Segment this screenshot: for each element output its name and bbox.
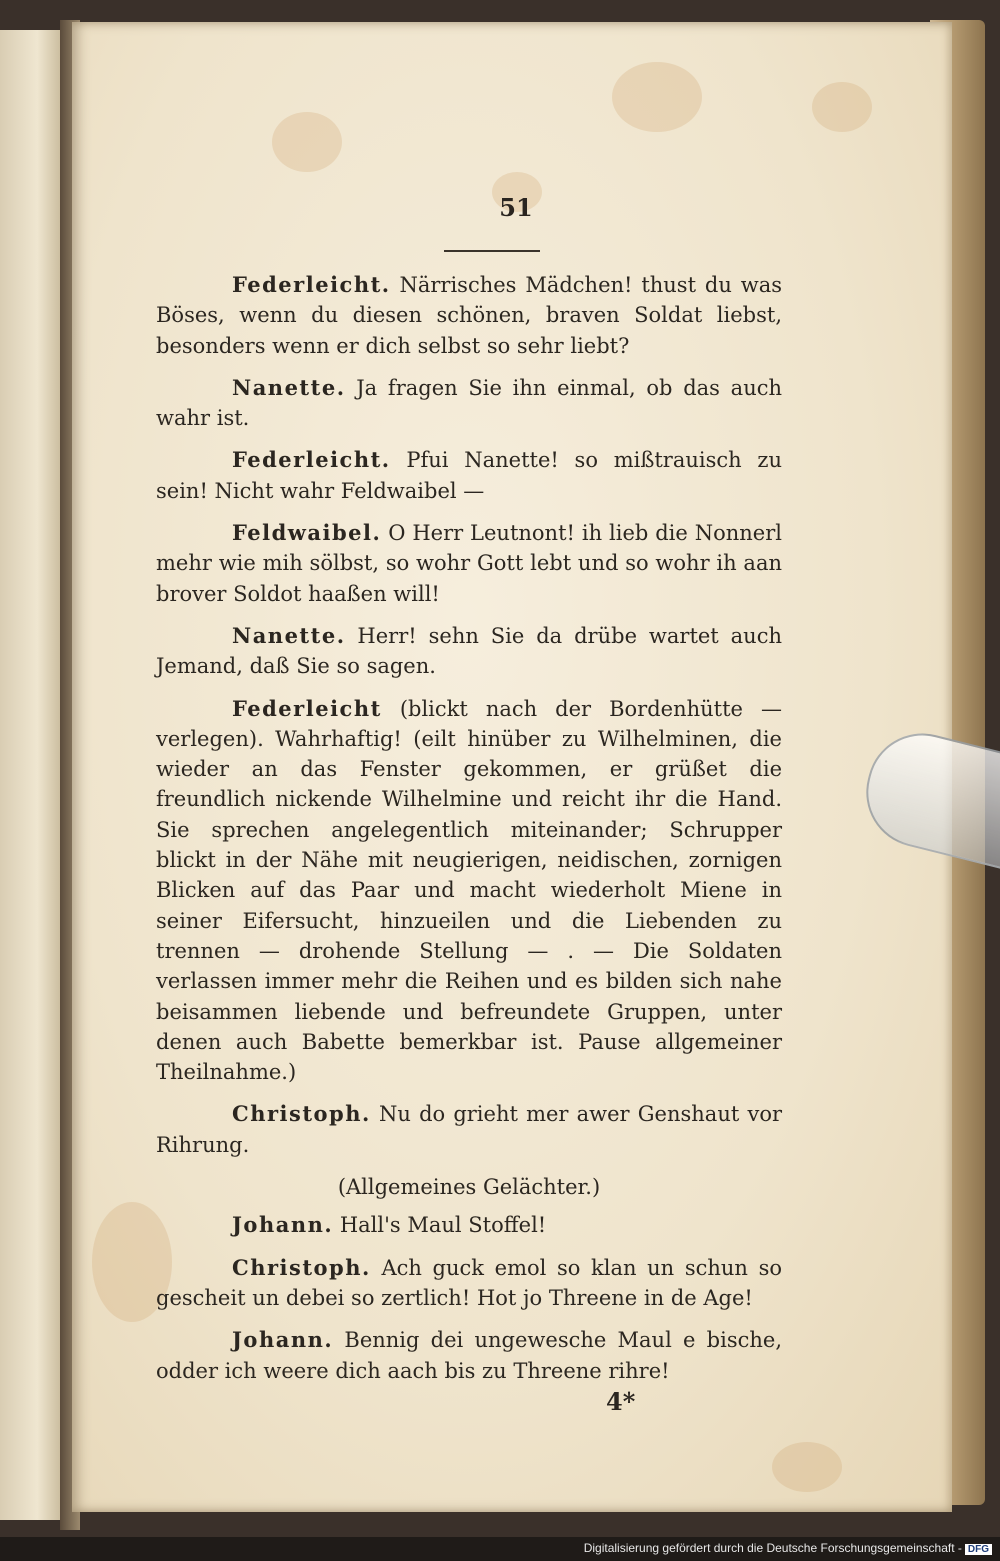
paper-stain [612, 62, 702, 132]
speaker-name: Nanette. [232, 374, 346, 400]
speaker-name: Federleicht. [232, 447, 391, 473]
dialogue-text: Ja fragen Sie ihn einmal, ob das auch wahr ist. [156, 375, 782, 431]
dialogue-text: Herr! sehn Sie da drübe wartet auch Jemand, daß Sie so sagen. [156, 623, 782, 679]
dialogue-text: O Herr Leutnont! ih lieb die Nonnerl mehr wie mih sölbst, so wohr Gott lebt und so wohr ih aan brover Soldot haaßen will! [156, 521, 782, 606]
dialogue-text: Hall's Maul Stoffel! [333, 1213, 547, 1238]
paper-stain [772, 1442, 842, 1492]
paper-stain [812, 82, 872, 132]
dialogue-text: Pfui Nanette! so mißtrauisch zu sein! Nicht wahr Feldwaibel — [156, 448, 782, 503]
speaker-name: Christoph. [232, 1254, 371, 1280]
page-text [156, 270, 782, 1398]
dialogue-paragraph [156, 1210, 782, 1240]
dialogue-paragraph [156, 694, 782, 1088]
dialogue-paragraph [156, 621, 782, 682]
stage-direction: (Allgemeines Gelächter.) [337, 1175, 601, 1200]
speaker-name: Johann. [232, 1212, 334, 1238]
previous-page-edge [0, 30, 64, 1520]
dialogue-text: Bennig dei ungewesche Maul e bische, odder ich weere dich aach bis zu Threene rihre! [156, 1328, 782, 1383]
dfg-logo: DFG [965, 1544, 992, 1555]
header-rule [444, 250, 540, 252]
speaker-name: Feldwaibel. [232, 520, 382, 546]
dialogue-text: Nu do grieht mer awer Genshaut vor Rihrung. [156, 1102, 782, 1157]
dialogue-paragraph [156, 1325, 782, 1386]
speaker-name: Federleicht [232, 695, 382, 721]
speaker-name: Federleicht. [232, 272, 391, 297]
dialogue-text: Ach guck emol so klan un schun so gescheit un debei so zertlich! Hot jo Threene in de Age! [156, 1255, 782, 1310]
speaker-name: Nanette. [232, 622, 346, 648]
dialogue-paragraph [156, 445, 782, 506]
speaker-name: Johann. [232, 1327, 334, 1353]
dialogue-paragraph [156, 270, 782, 361]
dialogue-text: (blickt nach der Bordenhütte — verlegen). Wahrhaftig! (eilt hinüber zu Wilhelminen, die wieder an das Fenster gekommen, er grüßet die freundlich nickende Wilhelmine und reicht ihr die Hand. Sie sprechen angelegentlich miteinander; Schrupper blickt in der Nähe mit neugierigen, neidischen, zornigen Blicken auf das Paar und macht wiederholt Miene in seiner Eifersucht, hinzueilen und die Liebenden zu trennen — drohende Stellung — . — Die Soldaten verlassen immer mehr die Reihen und es bilden sich nahe beisammen liebende und befreundete Gruppen, unter denen auch Babette bemerkbar ist. Pause allgemeiner Theilnahme.) [156, 696, 782, 1085]
speaker-name: Christoph. [232, 1101, 371, 1127]
page-number: 51 [499, 193, 533, 222]
dialogue-paragraph [156, 373, 782, 434]
dialogue-text: Närrisches Mädchen! thust du was Böses, wenn du diesen schönen, braven Soldat liebst, besonders wenn er dich selbst so sehr liebt? [156, 273, 782, 358]
dialogue-paragraph [156, 518, 782, 609]
credit-text: Digitalisierung gefördert durch die Deutsche Forschungsgemeinschaft - [583, 1541, 962, 1555]
digitization-credit [584, 1541, 992, 1555]
dialogue-paragraph [156, 1099, 782, 1160]
paper-stain [272, 112, 342, 172]
dialogue-paragraph [156, 1253, 782, 1314]
signature-mark: 4* [606, 1387, 636, 1416]
